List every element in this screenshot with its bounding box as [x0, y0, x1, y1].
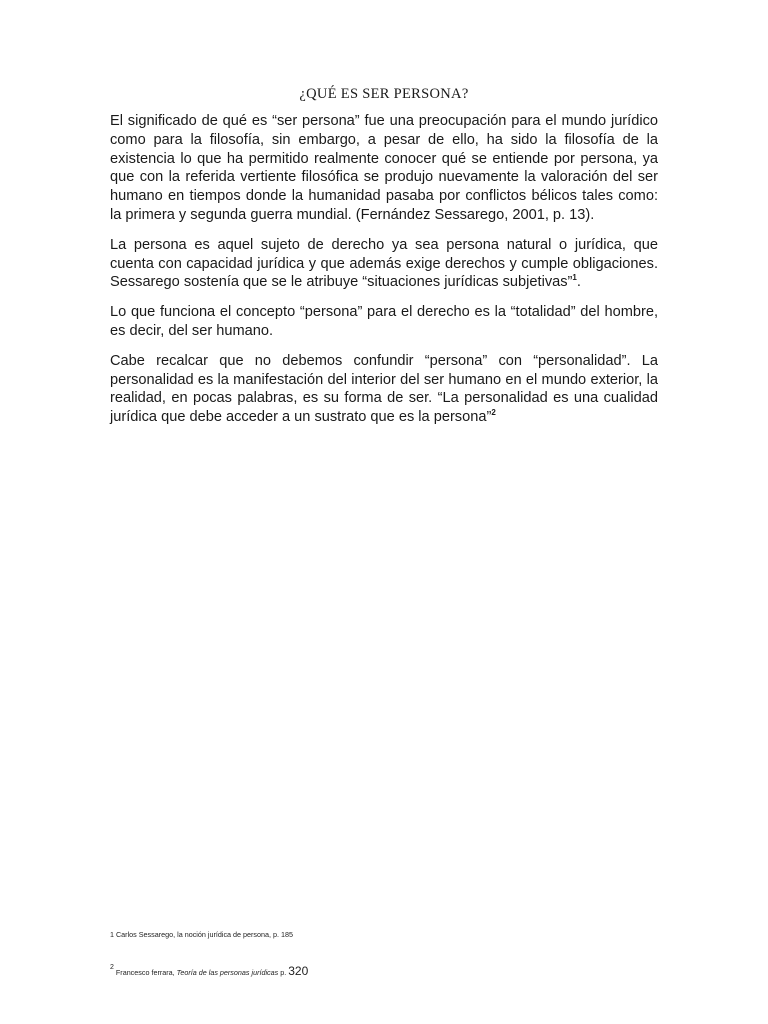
paragraph-text: El significado de qué es “ser persona” fue una preocupación para el mundo jurídico como para la filosofía, sin embargo, a pesar de ello, ha sido la filosofía de la existencia lo que ha permitido realmente conocer qué se entiende por persona, ya que con la referida vertiente filosófica se produjo nuevamente la valoración del ser humano en tiempos donde la humanidad pasaba por conflictos bélicos tales como: la primera y segunda guerra mundial. (Fernández Sessarego, 2001, p. 13). — [110, 113, 658, 223]
paragraph-end: . — [576, 274, 581, 291]
paragraph — [110, 303, 658, 341]
footnote-author: Francesco ferrara, — [115, 968, 177, 977]
footnote — [110, 930, 293, 939]
footnote-page-prefix: p. — [278, 968, 289, 977]
document-body — [110, 112, 658, 438]
page-title: ¿QUÉ ES SER PERSONA? — [299, 86, 469, 102]
footnote-page-number: 320 — [288, 964, 309, 978]
footnote-reference[interactable]: 1 — [572, 273, 577, 283]
footnote-reference[interactable]: 2 — [491, 408, 496, 418]
paragraph — [110, 352, 658, 427]
footnote-book-title: Teoría de las personas jurídicas — [176, 968, 279, 977]
paragraph-text: Lo que funciona el concepto “persona” para el derecho es la “totalidad” del hombre, es decir, del ser humano. — [110, 304, 658, 339]
footnote — [110, 964, 308, 978]
footnote-number: 2 — [110, 964, 114, 971]
paragraph — [110, 236, 658, 292]
paragraph — [110, 112, 658, 225]
paragraph-text: Cabe recalcar que no debemos confundir “persona” con “personalidad”. La personalidad es la manifestación del interior del ser humano en el mundo exterior, la realidad, en pocas palabras, es su forma de ser. “La personalidad es una cualidad jurídica que debe acceder a un sustrato que es la persona” — [110, 352, 658, 426]
footnote-text: 1 Carlos Sessarego, la noción jurídica de persona, p. 185 — [110, 930, 293, 939]
paragraph-text: La persona es aquel sujeto de derecho ya sea persona natural o jurídica, que cuenta con capacidad jurídica y que además exige derechos y cumple obligaciones. Sessarego sostenía que se le atribuye “situaciones jurídicas subjetivas” — [110, 236, 658, 291]
